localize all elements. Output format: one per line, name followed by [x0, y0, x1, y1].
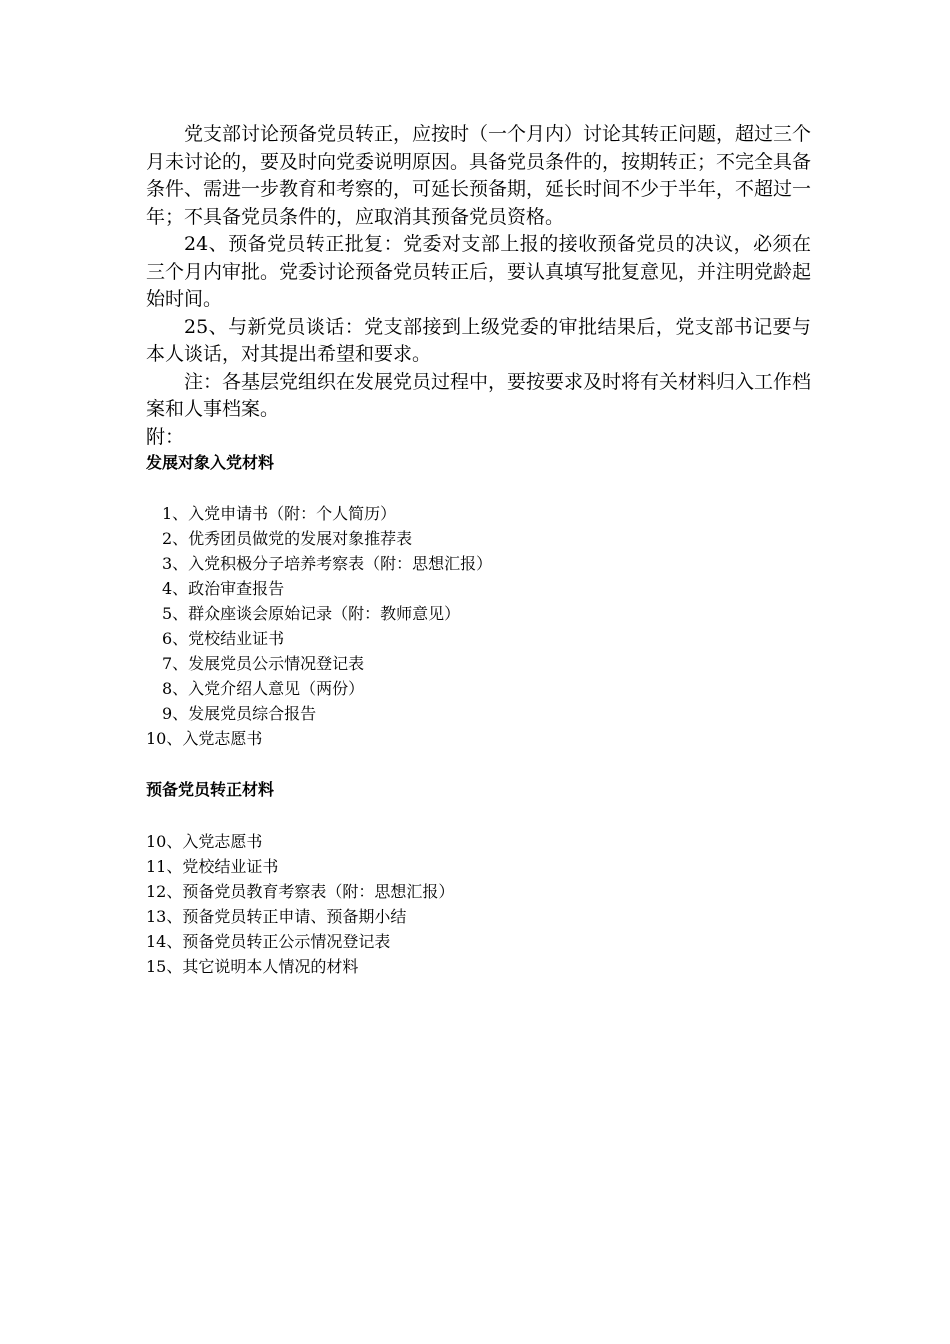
list-item: 14、预备党员转正公示情况登记表 — [146, 932, 391, 951]
list-item: 6、党校结业证书 — [162, 629, 285, 648]
list-item: 12、预备党员教育考察表（附：思想汇报） — [146, 882, 455, 901]
paragraph-note: 注：各基层党组织在发展党员过程中，要按要求及时将有关材料归入工作档案和人事档案。 — [146, 370, 812, 420]
spacer — [146, 751, 811, 778]
list-item: 10、入党志愿书 — [146, 832, 263, 851]
list-item: 8、入党介绍人意见（两份） — [162, 679, 365, 698]
spacer — [146, 802, 811, 829]
list-item: 15、其它说明本人情况的材料 — [146, 957, 359, 976]
list-item: 10、入党志愿书 — [146, 729, 263, 748]
paragraph-new-member-talk: 25、与新党员谈话：党支部接到上级党委的审批结果后，党支部书记要与本人谈话，对其提出希望和要求。 — [146, 315, 811, 365]
section-title-probation-materials: 预备党员转正材料 — [146, 780, 275, 799]
list-item: 4、政治审查报告 — [162, 579, 285, 598]
list-item: 11、党校结业证书 — [146, 857, 279, 876]
list-item: 2、优秀团员做党的发展对象推荐表 — [162, 529, 413, 548]
list-item: 3、入党积极分子培养考察表（附：思想汇报） — [162, 554, 493, 573]
list-item: 7、发展党员公示情况登记表 — [162, 654, 365, 673]
list-item: 9、发展党员综合报告 — [162, 704, 317, 723]
section-title-development-materials: 发展对象入党材料 — [146, 453, 275, 472]
spacer — [146, 475, 811, 501]
document-page — [146, 121, 811, 979]
paragraph-probation-discussion: 党支部讨论预备党员转正，应按时（一个月内）讨论其转正问题，超过三个月未讨论的，要及时向党委说明原因。具备党员条件的，按期转正；不完全具备条件、需进一步教育和考察的，可延长预备期，延长时间不少于半年，不超过一年；不具备党员条件的，应取消其预备党员资格。 — [146, 123, 812, 228]
list-item: 13、预备党员转正申请、预备期小结 — [146, 907, 407, 926]
development-materials-list — [146, 501, 811, 751]
paragraph-approval: 24、预备党员转正批复：党委对支部上报的接收预备党员的决议，必须在三个月内审批。党委讨论预备党员转正后，要认真填写批复意见，并注明党龄起始时间。 — [146, 233, 812, 310]
list-item: 1、入党申请书（附：个人简历） — [162, 504, 397, 523]
probation-materials-list — [146, 829, 811, 979]
list-item: 5、群众座谈会原始记录（附：教师意见） — [162, 604, 461, 623]
appendix-label: 附： — [146, 425, 185, 448]
